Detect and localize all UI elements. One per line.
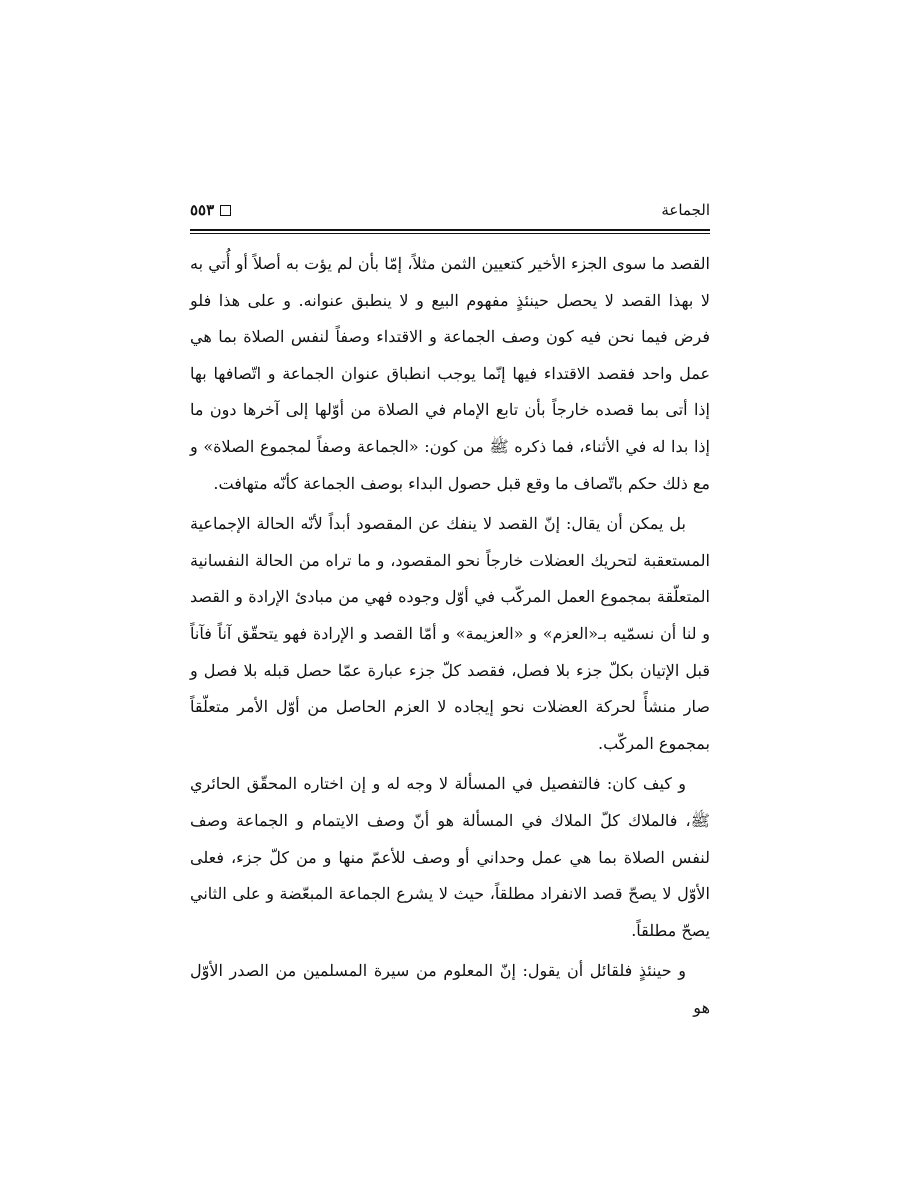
paragraph: القصد ما سوى الجزء الأخير كتعيين الثمن مثلاً، إمّا بأن لم يؤت به أصلاً أو أُتي به لا بهذا القصد لا يحصل حينئذٍ مفهوم البيع و لا ينطبق عنوانه. و على هذا فلو فرض فيما نحن فيه كون وصف الجماعة و الاقتداء وصفاً لنفس الصلاة بما هي عمل واحد فقصد الاقتداء فيها إنّما يوجب انطباق عنوان الجماعة و اتّصافها بها إذا أتى بما قصده خارجاً بأن تابع الإمام في الصلاة من أوّلها إلى آخرها دون ما إذا بدا له في الأثناء، فما ذكره ﷺ من كون: «الجماعة وصفاً لمجموع الصلاة» و مع ذلك حكم باتّصاف ما وقع قبل حصول البداء بوصف الجماعة كأنّه متهافت. bbox=[190, 254, 710, 493]
paragraph: و حينئذٍ فلقائل أن يقول: إنّ المعلوم من سيرة المسلمين من الصدر الأوّل هو bbox=[190, 961, 710, 1017]
body-text bbox=[190, 246, 710, 1026]
square-box-icon bbox=[220, 205, 231, 216]
paragraph: بل يمكن أن يقال: إنّ القصد لا ينفك عن المقصود أبداً لأنّه الحالة الإجماعية المستعقبة لتحريك العضلات خارجاً نحو المقصود، و ما تراه من الحالة النفسانية المتعلّقة بمجموع العمل المركّب في أوّل وجوده فهي من مبادئ الإرادة و القصد و لنا أن نسمّيه بـ«العزم» و «العزيمة» و أمّا القصد و الإرادة فهو يتحقّق آناً فآناً قبل الإتيان بكلّ جزء بلا فصل، فقصد كلّ جزء عبارة عمّا حصل قبله بلا فصل و صار منشأً لحركة العضلات نحو إيجاده لا العزم الحاصل من أوّل الأمر متعلّقاً بمجموع المركّب. bbox=[190, 514, 710, 753]
header-rule-thin bbox=[190, 233, 710, 234]
running-title: الجماعة bbox=[661, 201, 710, 219]
page-header bbox=[190, 196, 710, 224]
page-number-group bbox=[190, 201, 231, 219]
header-rule-thick bbox=[190, 229, 710, 231]
page-number: ٥٥٣ bbox=[190, 201, 215, 219]
paragraph: و كيف كان: فالتفصيل في المسألة لا وجه له و إن اختاره المحقّق الحائري ﷺ، فالملاك كلّ الملاك في المسألة هو أنّ وصف الايتمام و الجماعة وصف لنفس الصلاة بما هي عمل وحداني أو وصف للأعمّ منها و من كلّ جزء، فعلى الأوّل لا يصحّ قصد الانفراد مطلقاً، حيث لا يشرع الجماعة المبعّضة و على الثاني يصحّ مطلقاً. bbox=[190, 774, 710, 940]
